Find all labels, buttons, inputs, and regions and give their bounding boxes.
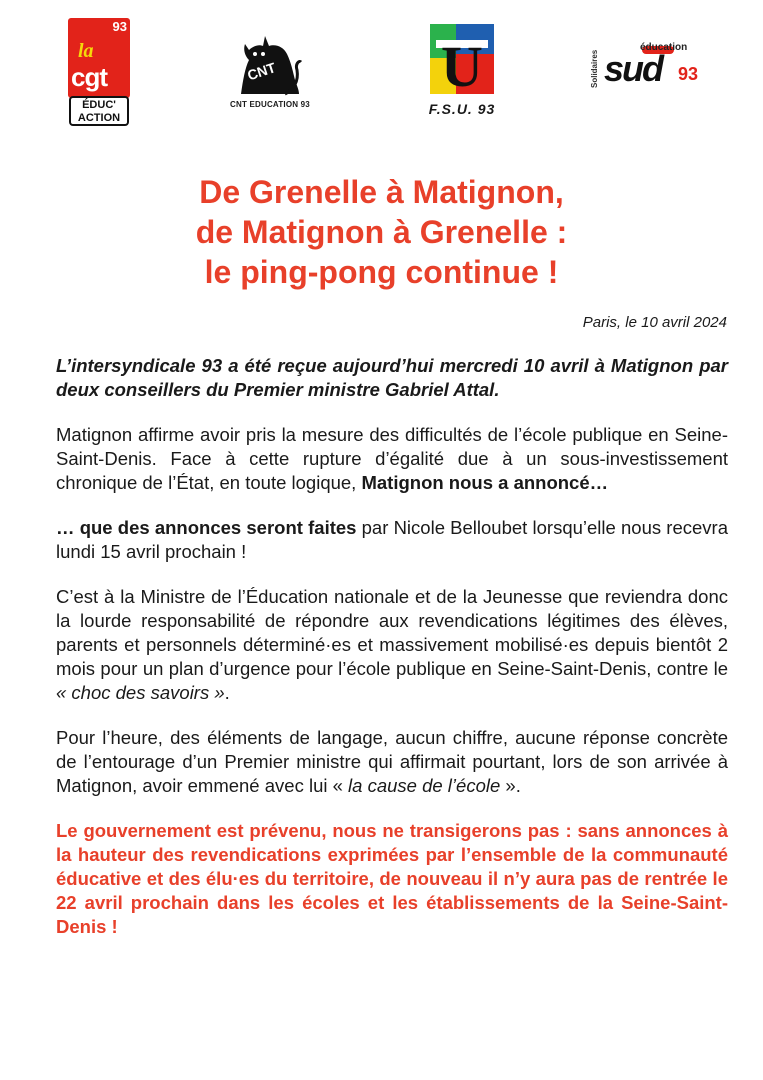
cgt-educaction-logo [68,18,130,128]
fsu-u-emblem-icon [426,20,498,98]
title-line-2: de Matignon à Grenelle : [195,214,568,250]
cgt-la: la [78,40,94,62]
cgt-educ-line1: ÉDUC' [82,99,116,111]
p5-text: Pour l’heure, des éléments de langage, aucun chiffre, aucune réponse concrète de l’entourage d’un Premier ministre qui affirmait pourtant, lors de son arrivée à Matignon, avoir emmené avec lui « [56,727,728,796]
cgt-number: 93 [112,19,127,34]
paragraph-annonces [56,516,728,564]
p3-emphasis: … que des annonces seront faites [56,517,357,538]
title-line-3: le ping-pong continue ! [204,254,559,290]
sud-number: 93 [678,64,699,84]
sud-solidaires: Solidaires [590,49,599,88]
p4-quote: « choc des savoirs » [56,682,225,703]
fsu-caption: F.S.U. 93 [428,101,496,117]
paragraph-ministre [56,585,728,705]
page-title [0,172,763,292]
sud-education: éducation [640,42,688,53]
p4-text: C’est à la Ministre de l’Éducation nationale et de la Jeunesse que reviendra donc la lourde responsabilité de répondre aux revendications légitimes des élèves, parents et personnels déterminé·es et massivement mobilisé·es depuis bientôt 2 mois pour un plan d’urgence pour l’école publique en Seine-Saint-Denis, contre le [56,586,728,679]
lead-paragraph: L’intersyndicale 93 a été reçue aujourd’hui mercredi 10 avril à Matignon par deux conseillers du Premier ministre Gabriel Attal. [56,355,728,400]
union-logos [0,14,763,134]
sud-education-logo [590,42,710,102]
p5-quote: la cause de l’école [348,775,501,796]
cgt-educ-line2: ACTION [77,112,121,124]
fsu-logo [424,20,500,124]
p4-end: . [224,682,230,703]
sud-word: sud [604,48,663,89]
p5-end: ». [500,775,521,796]
fsu-letter: U [441,34,483,98]
p2-text: Matignon affirme avoir pris la mesure des difficultés de l’école publique en Seine-Saint-Denis. Face à cette rupture d’égalité due à un sous-investissement chronique de l’État, en toute logique, [56,424,728,493]
press-release-body [56,354,728,939]
closing-warning-paragraph: Le gouvernement est prévenu, nous ne transigerons pas : sans annonces à la hauteur des revendications exprimées par l’ensemble de la communauté éducative et des élu·es du territoire, de nouveau il n’y aura pas de rentrée le 22 avril prochain dans les écoles et les établissements de la Seine-Saint-Denis ! [56,820,728,937]
date-line: Paris, le 10 avril 2024 [582,314,727,331]
black-cat-icon [233,24,303,98]
paragraph-pour-lheure [56,726,728,798]
p3-text: par Nicole Belloubet lorsqu’elle nous recevra lundi 15 avril prochain ! [56,517,728,562]
cnt-caption: CNT EDUCATION 93 [230,100,310,109]
title-line-1: De Grenelle à Matignon, [199,174,564,210]
cnt-education-logo [230,24,310,116]
cgt-word: cgt [71,62,107,92]
cnt-mark: CNT [245,59,278,84]
paragraph-matignon [56,423,728,495]
p2-emphasis: Matignon nous a annoncé… [361,472,609,493]
cgt-educaction-badge [69,96,129,126]
